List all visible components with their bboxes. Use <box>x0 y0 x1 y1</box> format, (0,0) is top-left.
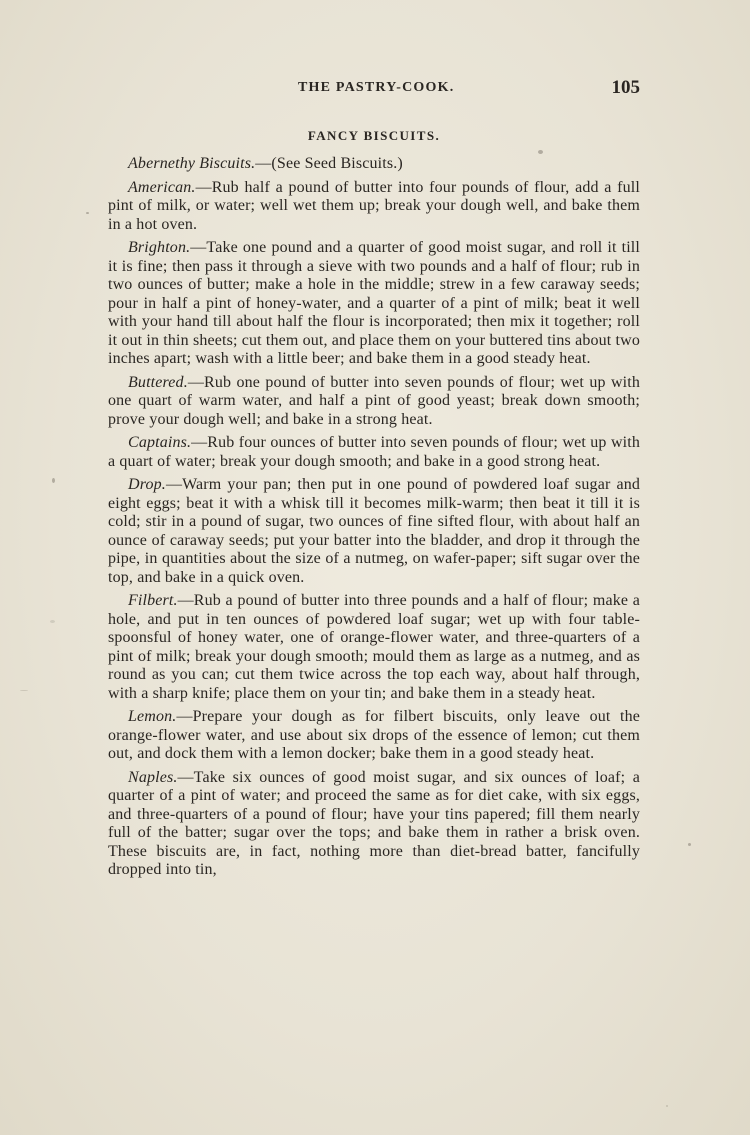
paper-speck <box>86 212 89 214</box>
recipe-name: Naples. <box>128 768 178 786</box>
recipe-list <box>108 155 640 885</box>
recipe-text: —Rub four ounces of butter into seven pounds of flour; wet up with a quart of water; break your dough smooth; and bake in a good strong heat. <box>108 434 640 470</box>
recipe-text: —Rub one pound of butter into seven pounds of flour; wet up with one quart of warm water, and half a pint of good yeast; break down smooth; prove your dough well; and bake in a strong heat. <box>108 373 640 428</box>
paper-speck <box>666 1105 668 1107</box>
recipe-text: —(See Seed Biscuits.) <box>255 155 403 172</box>
recipe-name: Buttered. <box>128 373 188 391</box>
recipe-buttered <box>108 374 640 430</box>
recipe-text: —Warm your pan; then put in one pound of powdered loaf sugar and eight eggs; beat it with a whisk till it becomes milk-warm; then beat it till it is cold; stir in a pound of sugar, two ounces of fine sifted flour, with about half an ounce of caraway seeds; put your batter into the bladder, and drop it through the pipe, in quantities about the size of a nutmeg, on wafer-paper; sift sugar over the top, and bake in a quick oven. <box>108 476 640 586</box>
recipe-text: —Rub a pound of butter into three pounds and a half of flour; make a hole, and put in ten ounces of powdered loaf sugar; wet up with four table-spoonsful of honey water, one of orange-flower water, and three-quarters of a pint of milk; break your dough smooth; mould them as large as a nutmeg, and as round as you can; cut them twice across the top each way, about half through, with a sharp knife; place them on your tin; and bake them in a steady heat. <box>108 592 640 702</box>
paper-speck <box>52 478 55 483</box>
recipe-name: Drop. <box>128 476 166 493</box>
recipe-drop <box>108 476 640 587</box>
recipe-brighton <box>108 239 640 369</box>
recipe-abernethy <box>108 155 640 174</box>
recipe-name: Filbert. <box>128 592 178 609</box>
page-header <box>108 77 640 101</box>
page-number: 105 <box>611 77 640 98</box>
recipe-filbert <box>108 592 640 703</box>
recipe-name: American. <box>128 178 196 196</box>
paper-speck <box>50 620 55 623</box>
recipe-text: —Take six ounces of good moist sugar, and six ounces of loaf; a quarter of a pint of water; and proceed the same as for diet cake, with six eggs, and three-quarters of a pound of flour; have your tins papered; fill them nearly full of the batter; sugar over the tops; and bake them in rather a brisk oven. These biscuits are, in fact, nothing more than diet-bread batter, fancifully dropped into tin, <box>108 768 640 878</box>
recipe-name: Abernethy Biscuits. <box>128 155 256 172</box>
recipe-text: —Take one pound and a quarter of good moist sugar, and roll it till it is fine; then pass it through a sieve with two pounds and a half of flour; rub in two ounces of butter; make a hole in the middle; strew in a few caraway seeds; pour in half a pint of honey-water, and a quarter of a pint of milk; beat it well with your hand till about half the flour is incorporated; then mix it together; roll it out in thin sheets; cut them out, and place them on your buttered tins about two inches apart; wash with a little beer; and bake them in a good steady heat. <box>108 239 640 367</box>
recipe-name: Captains. <box>128 434 192 451</box>
paper-speck <box>20 690 28 691</box>
recipe-captains <box>108 434 640 471</box>
recipe-text: —Prepare your dough as for filbert biscuits, only leave out the orange-flower water, and use about six drops of the essence of lemon; cut them out, and dock them with a lemon docker; bake them in a good steady heat. <box>108 708 640 762</box>
recipe-name: Lemon. <box>128 708 177 725</box>
recipe-american <box>108 179 640 235</box>
recipe-lemon <box>108 708 640 764</box>
paper-speck <box>688 843 691 846</box>
section-title: FANCY BISCUITS. <box>307 128 441 143</box>
recipe-text: —Rub half a pound of butter into four pounds of flour, add a full pint of milk, or water; well wet them up; break your dough well, and bake them in a hot oven. <box>108 178 640 233</box>
paper-speck <box>538 150 543 154</box>
running-head: THE PASTRY-COOK. <box>298 80 455 95</box>
recipe-name: Brighton. <box>128 239 191 256</box>
recipe-naples <box>108 769 640 880</box>
